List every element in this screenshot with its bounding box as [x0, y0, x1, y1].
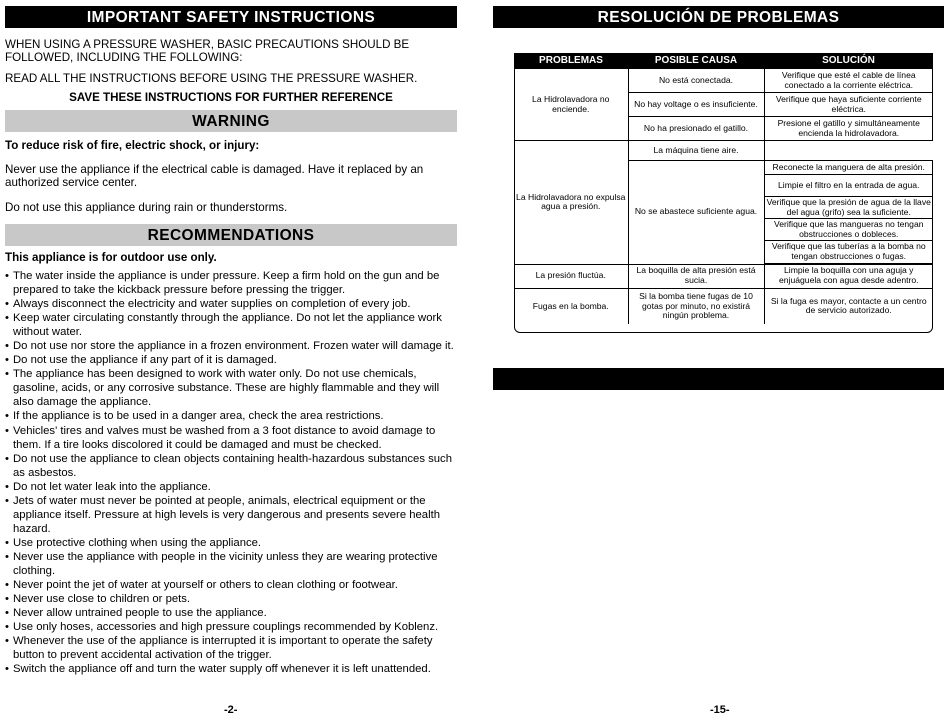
recommendations-lead: This appliance is for outdoor use only.: [5, 251, 217, 264]
list-item: • Do not use the appliance to clean objects containing health-hazardous substances such as asbestos.: [5, 452, 457, 480]
list-item: • Never allow untrained people to use the appliance.: [5, 606, 457, 620]
warning-header: WARNING: [5, 110, 457, 132]
cause-cell: Si la bomba tiene fugas de 10 gotas por minuto, no existirá ningún problema.: [628, 288, 764, 324]
list-item: • The appliance has been designed to work with water only. Do not use chemicals, gasoline, acids, or any corrosive substance. These are highly flammable and they will also damage the appliance.: [5, 367, 457, 409]
solution-cell: Verifique que la presión de agua de la llave del agua (grifo) sea la suficiente.: [764, 197, 933, 219]
warning-text-2: Do not use this appliance during rain or thunderstorms.: [5, 201, 288, 214]
right-page: [493, 0, 944, 321]
solution-cell: Verifique que esté el cable de línea conectado a la corriente eléctrica.: [764, 69, 933, 93]
list-item: • Use only hoses, accessories and high pressure couplings recommended by Koblenz.: [5, 620, 457, 634]
cause-cell: La máquina tiene aire.: [628, 141, 764, 161]
list-item: • Vehicles' tires and valves must be washed from a 3 foot distance to avoid damage to them. If a tire looks discolored it could be damaged and must be checked.: [5, 424, 457, 452]
list-item: • Do not use the appliance if any part of it is damaged.: [5, 353, 457, 367]
cause-cell: No hay voltage o es insuficiente.: [628, 93, 764, 117]
list-item: • Never use the appliance with people in the vicinity unless they are wearing protective clothing.: [5, 550, 457, 578]
column-header-cause: POSIBLE CAUSA: [628, 53, 764, 69]
cause-cell: La boquilla de alta presión está sucia.: [628, 264, 764, 288]
left-page: [5, 0, 457, 676]
cause-cell: No está conectada.: [628, 69, 764, 93]
list-item: • Switch the appliance off and turn the water supply off whenever it is left unattended.: [5, 662, 457, 676]
problem-cell: La Hidrolavadora no enciende.: [514, 69, 628, 141]
blank-section-bar: [493, 368, 944, 390]
list-item: • Do not let water leak into the appliance.: [5, 480, 457, 494]
list-item: • If the appliance is to be used in a danger area, check the area restrictions.: [5, 409, 457, 423]
recommendations-list: [5, 269, 457, 676]
list-item: • Do not use nor store the appliance in a frozen environment. Frozen water will damage it.: [5, 339, 457, 353]
problem-cell: La Hidrolavadora no expulsa agua a presión.: [514, 141, 628, 265]
solution-cell: Verifique que las tuberías a la bomba no tengan obstrucciones o fugas.: [764, 241, 933, 263]
problem-cell: Fugas en la bomba.: [514, 288, 628, 324]
solution-cell: Reconecte la manguera de alta presión.: [764, 161, 933, 175]
troubleshooting-header: RESOLUCIÓN DE PROBLEMAS: [493, 6, 944, 28]
solution-cell: Limpie el filtro en la entrada de agua.: [764, 175, 933, 197]
table-row: [514, 141, 933, 161]
solution-cell-empty: [764, 141, 933, 161]
list-item: • Use protective clothing when using the appliance.: [5, 536, 457, 550]
warning-lead: To reduce risk of fire, electric shock, or injury:: [5, 139, 260, 152]
read-all-text: READ ALL THE INSTRUCTIONS BEFORE USING THE PRESSURE WASHER.: [5, 72, 418, 85]
list-item: • The water inside the appliance is under pressure. Keep a firm hold on the gun and be prepared to take the kickback pressure before pressing the trigger.: [5, 269, 457, 297]
cause-cell: No se abastece suficiente agua.: [628, 161, 764, 265]
cause-cell: No ha presionado el gatillo.: [628, 117, 764, 141]
solution-cell: Verifique que las mangueras no tengan obstrucciones o dobleces.: [764, 219, 933, 241]
table-row: [514, 69, 933, 93]
safety-header: IMPORTANT SAFETY INSTRUCTIONS: [5, 6, 457, 28]
column-header-solution: SOLUCIÓN: [764, 53, 933, 69]
list-item: • Jets of water must never be pointed at people, animals, electrical equipment or the appliance itself. Pressure at high levels is very dangerous and presents severe health hazard.: [5, 494, 457, 536]
list-item: • Keep water circulating constantly through the appliance. Do not let the appliance work without water.: [5, 311, 457, 339]
solution-cell: Limpie la boquilla con una aguja y enjuáguela con agua desde adentro.: [764, 264, 933, 288]
table-row: [514, 264, 933, 288]
intro-text: WHEN USING A PRESSURE WASHER, BASIC PRECAUTIONS SHOULD BE FOLLOWED, INCLUDING THE FOLLOWING:: [5, 38, 410, 64]
page-number-right: -15-: [710, 704, 730, 716]
troubleshooting-table: [514, 53, 933, 324]
table-row: [514, 288, 933, 324]
warning-text-1: Never use the appliance if the electrical cable is damaged. Have it replaced by an authorized service center.: [5, 163, 424, 189]
problem-cell: La presión fluctúa.: [514, 264, 628, 288]
list-item: • Never use close to children or pets.: [5, 592, 457, 606]
list-item: • Whenever the use of the appliance is interrupted it is important to operate the safety button to prevent accidental activation of the trigger.: [5, 634, 457, 662]
recommendations-header: RECOMMENDATIONS: [5, 224, 457, 246]
table-header-row: [514, 53, 933, 69]
list-item: • Never point the jet of water at yourself or others to clean clothing or footwear.: [5, 578, 457, 592]
list-item: • Always disconnect the electricity and water supplies on completion of every job.: [5, 297, 457, 311]
solution-cell: Si la fuga es mayor, contacte a un centro de servicio autorizado.: [764, 288, 933, 324]
page-number-left: -2-: [224, 704, 238, 716]
save-instructions-text: SAVE THESE INSTRUCTIONS FOR FURTHER REFERENCE: [69, 91, 393, 104]
solution-cell: Presione el gatillo y simultáneamente encienda la hidrolavadora.: [764, 117, 933, 141]
troubleshooting-table-frame: [514, 53, 933, 333]
column-header-problems: PROBLEMAS: [514, 53, 628, 69]
solution-cell: Verifique que haya suficiente corriente eléctrica.: [764, 93, 933, 117]
